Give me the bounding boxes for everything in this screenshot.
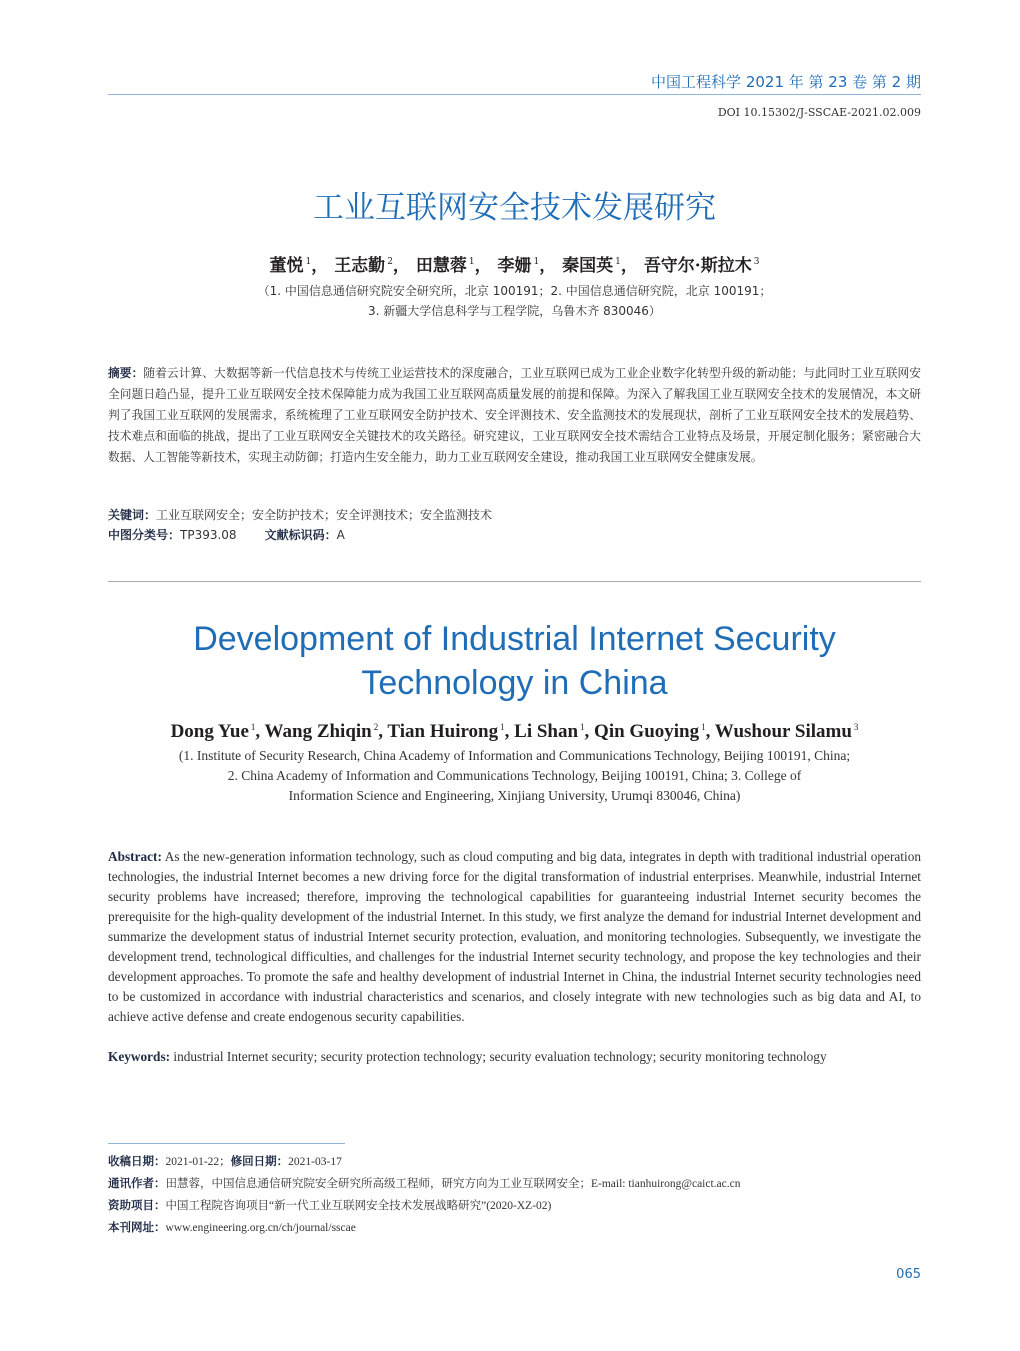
clc-value: TP393.08 (180, 528, 237, 542)
affiliations-english (108, 746, 921, 806)
footnote-dates: 收稿日期：2021-01-22；修回日期：2021-03-17 (108, 1156, 342, 1168)
author-cn-2: 田慧蓉 $^1$， (415, 255, 492, 276)
affiliations-chinese (108, 281, 921, 321)
abstract-english (108, 847, 921, 1027)
author-en-5: Wushour Silamu $^3$ (714, 721, 859, 743)
keywords-en-label: Keywords: (108, 1049, 171, 1064)
author-cn-3: 李姗 $^1$， (497, 255, 557, 276)
header-rule (108, 94, 921, 95)
title-en-line-2: Technology in China (361, 664, 668, 702)
affiliation-cn-line-2: 3. 新疆大学信息科学与工程学院，乌鲁木齐 830046） (368, 304, 661, 318)
abstract-en-label: Abstract: (108, 849, 162, 864)
classification-chinese (108, 525, 921, 545)
affiliation-en-line-1: (1. Institute of Security Research, China Academy of Information and Communications Technology, Beijing 100191, China; (178, 748, 851, 763)
author-cn-4: 秦国英 $^1$， (562, 255, 638, 276)
footnote-funding: 资助项目：中国工程院咨询项目“新一代工业互联网安全技术发展战略研究”(2020-XZ-02) (108, 1200, 552, 1212)
author-cn-5: 吾守尔·斯拉木 $^3$ (643, 255, 760, 276)
section-divider (108, 581, 921, 582)
authors-chinese (108, 250, 921, 278)
keywords-cn-text: 工业互联网安全；安全防护技术；安全评测技术；安全监测技术 (156, 508, 493, 522)
keywords-en-text: industrial Internet security; security protection technology; security evaluation technology; security monitoring technology (173, 1049, 827, 1064)
title-chinese: 工业互联网安全技术发展研究 (313, 190, 716, 226)
abstract-en-text: As the new-generation information technology, such as cloud computing and big data, integrates in depth with traditional industrial operation technologies, the industrial Internet becomes a new driving force for the digital transformation of industrial enterprises. Meanwhile, industrial Internet security problems have increased; therefore, improving the technological capabilities for guaranteeing industrial Internet security becomes the prerequisite for the high-quality development of the industrial Internet. In this study, we first analyze the demand for industrial Internet development and summarize the development status of industrial Internet security protection, evaluation, and monitoring technologies. Subsequently, we investigate the development trend, technological difficulties, and challenges for the industrial Internet security technology, and propose the key technologies and their development approaches. To promote the safe and healthy development of industrial Internet in China, the industrial Internet security technologies need to be customized in accordance with industrial characteristics and scenarios, and closely integrate with new technologies such as big data and AI, to achieve active defense and create endogenous security capabilities. (108, 849, 921, 1024)
abstract-cn-text: 随着云计算、大数据等新一代信息技术与传统工业运营技术的深度融合，工业互联网已成为工业企业数字化转型升级的新动能；与此同时工业互联网安全问题日趋凸显，提升工业互联网安全技术保障能力成为我国工业互联网高质量发展的前提和保障。为深入了解我国工业互联网安全技术的发展情况，本文研判了我国工业互联网的发展需求，系统梳理了工业互联网安全防护技术、安全评测技术、安全监测技术的发展现状，剖析了工业互联网安全技术的发展趋势、技术难点和面临的挑战，提出了工业互联网安全关键技术的攻关路径。研究建议，工业互联网安全技术需结合工业特点及场景，开展定制化服务；紧密融合大数据、人工智能等新技术，实现主动防御；打造内生安全能力，助力工业互联网安全建设，推动我国工业互联网安全健康发展。 (108, 366, 921, 464)
doi: DOI 10.15302/J-SSCAE-2021.02.009 (717, 106, 921, 119)
affiliation-en-line-2: 2. China Academy of Information and Communications Technology, Beijing 100191, China; 3. College of (227, 768, 802, 783)
footnote-journal-url: 本刊网址：www.engineering.org.cn/ch/journal/sscae (108, 1222, 356, 1234)
author-en-3: Li Shan $^1$, (514, 721, 595, 743)
footnote-rule (108, 1143, 345, 1144)
clc-label: 中图分类号： (108, 528, 181, 542)
title-english (108, 617, 921, 705)
author-cn-1: 王志勤 $^2$， (334, 255, 410, 276)
keywords-english (108, 1047, 921, 1067)
affiliation-cn-line-1: （1. 中国信息通信研究院安全研究所，北京 100191；2. 中国信息通信研究院，北京 100191； (257, 284, 772, 298)
author-cn-0: 董悦 $^1$， (269, 255, 329, 276)
journal-header: 中国工程科学 2021 年 第 23 卷 第 2 期 (651, 73, 921, 91)
page-number: 065 (896, 1267, 921, 1282)
author-en-4: Qin Guoying $^1$, (594, 721, 715, 743)
abstract-cn-label: 摘要： (108, 366, 144, 380)
author-en-2: Tian Huirong $^1$, (387, 721, 515, 743)
footnotes (108, 1151, 921, 1239)
keywords-cn-label: 关键词： (108, 508, 157, 522)
authors-english (108, 714, 921, 745)
affiliation-en-line-3: Information Science and Engineering, Xinjiang University, Urumqi 830046, China) (288, 788, 741, 803)
title-en-line-1: Development of Industrial Internet Security (193, 620, 836, 658)
keywords-chinese (108, 505, 921, 525)
author-en-0: Dong Yue $^1$, (170, 721, 265, 743)
author-en-1: Wang Zhiqin $^2$, (264, 721, 388, 743)
doc-code-value: A (336, 528, 345, 542)
footnote-corresponding-author: 通讯作者：田慧蓉，中国信息通信研究院安全研究所高级工程师，研究方向为工业互联网安全；E-mail: tianhuirong@caict.ac.cn (108, 1178, 741, 1190)
abstract-chinese (108, 363, 921, 468)
doc-code-label: 文献标识码： (264, 528, 337, 542)
